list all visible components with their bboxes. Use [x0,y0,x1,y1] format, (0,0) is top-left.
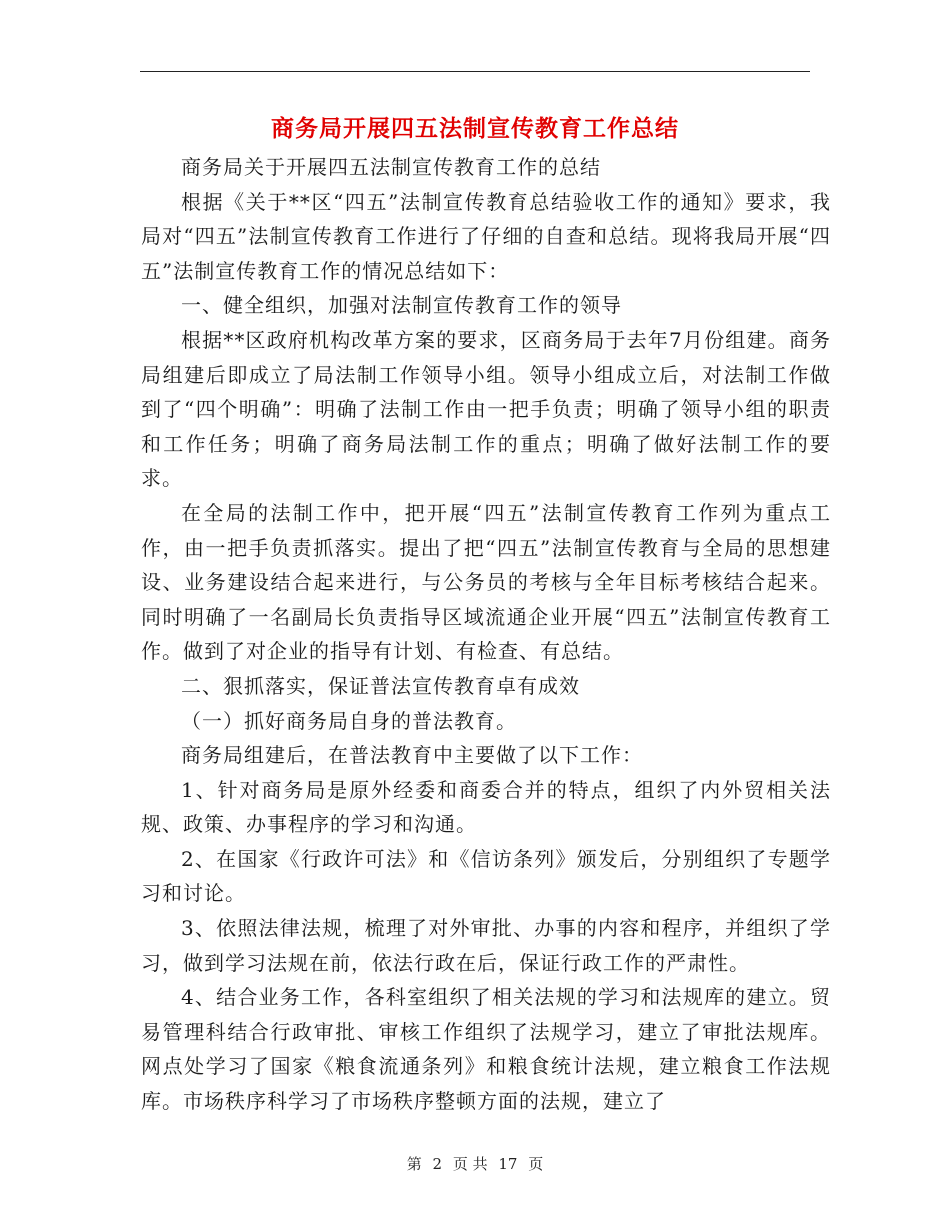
page-footer [0,1153,950,1174]
list-item: 4、结合业务工作，各科室组织了相关法规的学习和法规库的建立。贸易管理科结合行政审批、审核工作组织了法规学习，建立了审批法规库。网点处学习了国家《粮食流通条列》和粮食统计法规，建立粮食工作法规库。市场秩序科学习了市场秩序整顿方面的法规，建立了 [141,985,831,1114]
paragraph-subtitle: 商务局关于开展四五法制宣传教育工作的总结 [181,155,601,179]
section-heading-1: 一、健全组织，加强对法制宣传教育工作的领导 [181,293,622,318]
list-item: 1、针对商务局是原外经委和商委合并的特点，组织了内外贸相关法规、政策、办事程序的学习和沟通。 [141,777,831,837]
current-page-number: 2 [432,1155,443,1173]
paragraph-intro: 根据《关于**区“四五”法制宣传教育总结验收工作的通知》要求，我局对“四五”法制宣传教育工作进行了仔细的自查和总结。现将我局开展“四五”法制宣传教育工作的情况总结如下： [141,189,831,283]
subsection-heading-1: （一）抓好商务局自身的普法教育。 [181,708,517,733]
list-item: 2、在国家《行政许可法》和《信访条列》颁发后，分别组织了专题学习和讨论。 [141,846,831,906]
paragraph: 商务局组建后，在普法教育中主要做了以下工作： [181,743,643,768]
section-heading-2: 二、狠抓落实，保证普法宣传教育卓有成效 [181,673,580,698]
document-body [141,150,831,1119]
footer-middle: 页 共 [452,1155,488,1173]
paragraph: 在全局的法制工作中，把开展“四五”法制宣传教育工作列为重点工作，由一把手负责抓落实。提出了把“四五”法制宣传教育与全局的思想建设、业务建设结合起来进行，与公务员的考核与全年目标考核结合起来。同时明确了一名副局长负责指导区域流通企业开展“四五”法制宣传教育工作。做到了对企业的指导有计划、有检查、有总结。 [141,500,831,664]
total-page-count: 17 [498,1155,518,1173]
header-rule [140,71,810,72]
footer-suffix: 页 [528,1155,544,1173]
paragraph: 根据**区政府机构改革方案的要求，区商务局于去年7月份组建。商务局组建后即成立了局法制工作领导小组。领导小组成立后，对法制工作做到了“四个明确”：明确了法制工作由一把手负责；明确了领导小组的职责和工作任务；明确了商务局法制工作的重点；明确了做好法制工作的要求。 [141,327,831,491]
document-title: 商务局开展四五法制宣传教育工作总结 [271,116,679,142]
list-item: 3、依照法律法规，梳理了对外审批、办事的内容和程序，并组织了学习，做到学习法规在前，依法行政在后，保证行政工作的严肃性。 [141,916,831,975]
footer-prefix: 第 [406,1155,422,1173]
